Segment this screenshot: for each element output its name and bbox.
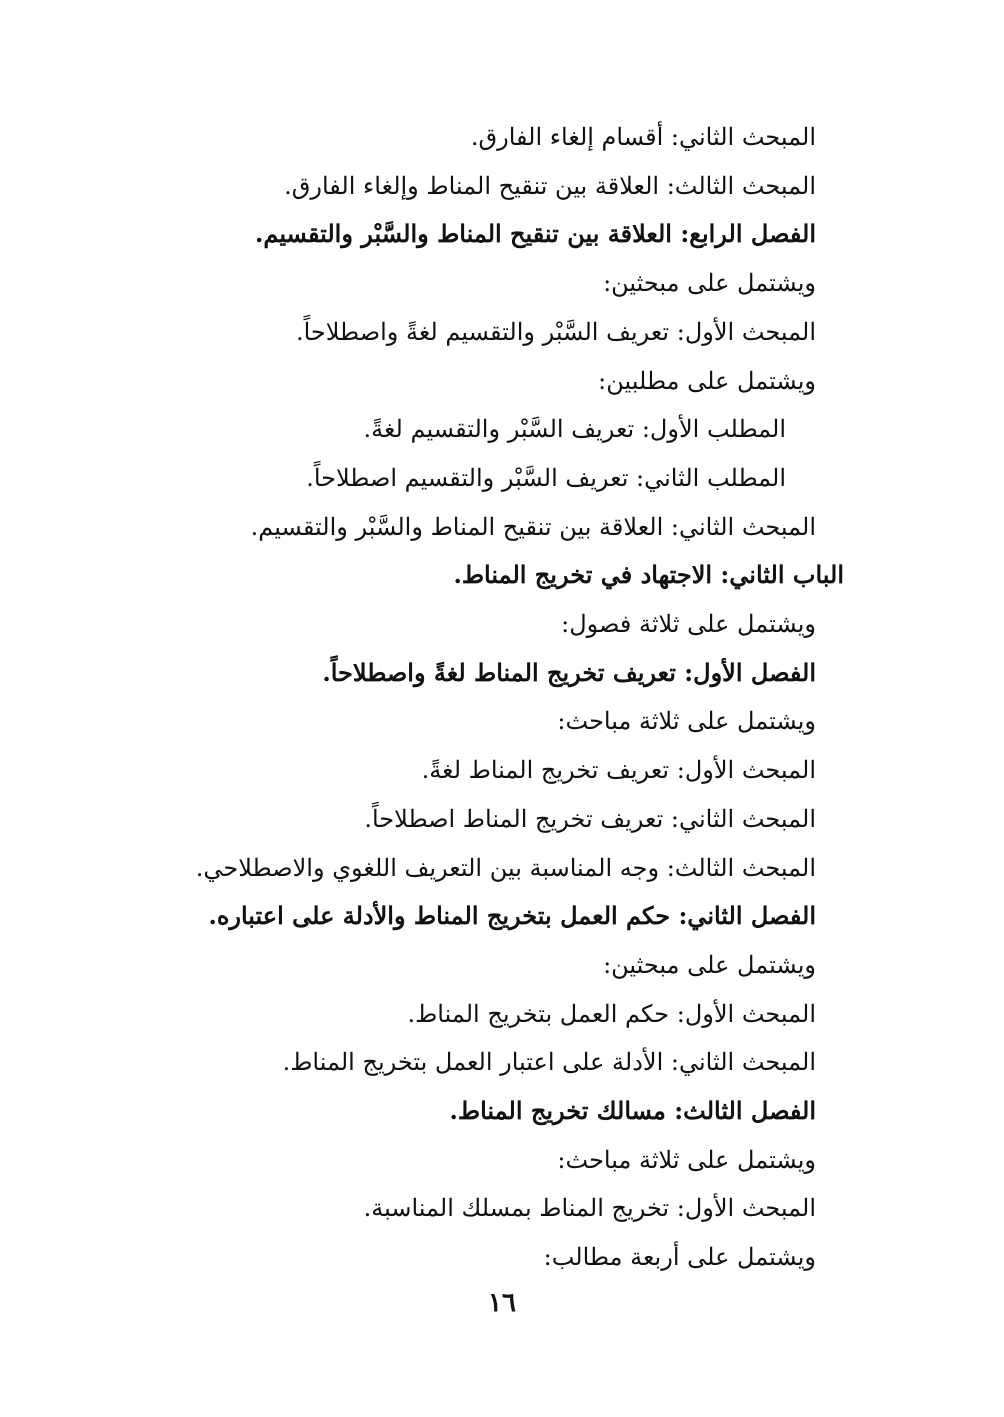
toc-line: ويشتمل على مطلبين: — [598, 366, 816, 395]
toc-line: ويشتمل على مبحثين: — [603, 269, 816, 298]
toc-line: المبحث الثاني: أقسام إلغاء الفارق. — [470, 123, 816, 151]
toc-line: المبحث الثاني: تعريف تخريج المناط اصطلاحاً. — [364, 804, 816, 833]
toc-line: المبحث الثاني: الأدلة على اعتبار العمل بتخريج المناط. — [282, 1048, 816, 1077]
toc-line: المطلب الأول: تعريف السَّبْر والتقسيم لغةً. — [363, 415, 786, 444]
toc-line: المطلب الثاني: تعريف السَّبْر والتقسيم اصطلاحاً. — [306, 463, 786, 492]
section-heading: الفصل الثاني: حكم العمل بتخريج المناط والأدلة على اعتباره. — [208, 901, 816, 931]
toc-line: ويشتمل على مبحثين: — [603, 950, 816, 979]
toc-line: المبحث الأول: تعريف السَّبْر والتقسيم لغةً واصطلاحاً. — [295, 317, 816, 346]
toc-line: ويشتمل على أربعة مطالب: — [543, 1243, 816, 1272]
toc-line: المبحث الثالث: وجه المناسبة بين التعريف اللغوي والاصطلاحي. — [195, 853, 816, 882]
toc-line: المبحث الثاني: العلاقة بين تنقيح المناط والسَّبْر والتقسيم. — [250, 512, 816, 541]
page-number: ١٦ — [488, 1288, 516, 1318]
toc-line: ويشتمل على ثلاثة مباحث: — [557, 1145, 816, 1174]
toc-line: المبحث الثالث: العلاقة بين تنقيح المناط وإلغاء الفارق. — [284, 171, 816, 200]
toc-line: المبحث الأول: تخريج المناط بمسلك المناسبة. — [363, 1194, 816, 1223]
toc-line: ويشتمل على ثلاثة مباحث: — [557, 707, 816, 736]
toc-line: المبحث الأول: حكم العمل بتخريج المناط. — [407, 999, 816, 1028]
toc-line: المبحث الأول: تعريف تخريج المناط لغةً. — [421, 756, 816, 785]
section-heading: الفصل الرابع: العلاقة بين تنقيح المناط والسَّبْر والتقسيم. — [254, 219, 816, 249]
section-heading: الفصل الثالث: مسالك تخريج المناط. — [449, 1096, 816, 1125]
toc-line: ويشتمل على ثلاثة فصول: — [561, 610, 816, 638]
section-heading: الباب الثاني: الاجتهاد في تخريج المناط. — [453, 560, 844, 590]
section-heading: الفصل الأول: تعريف تخريج المناط لغةً واصطلاحاً. — [322, 657, 816, 687]
